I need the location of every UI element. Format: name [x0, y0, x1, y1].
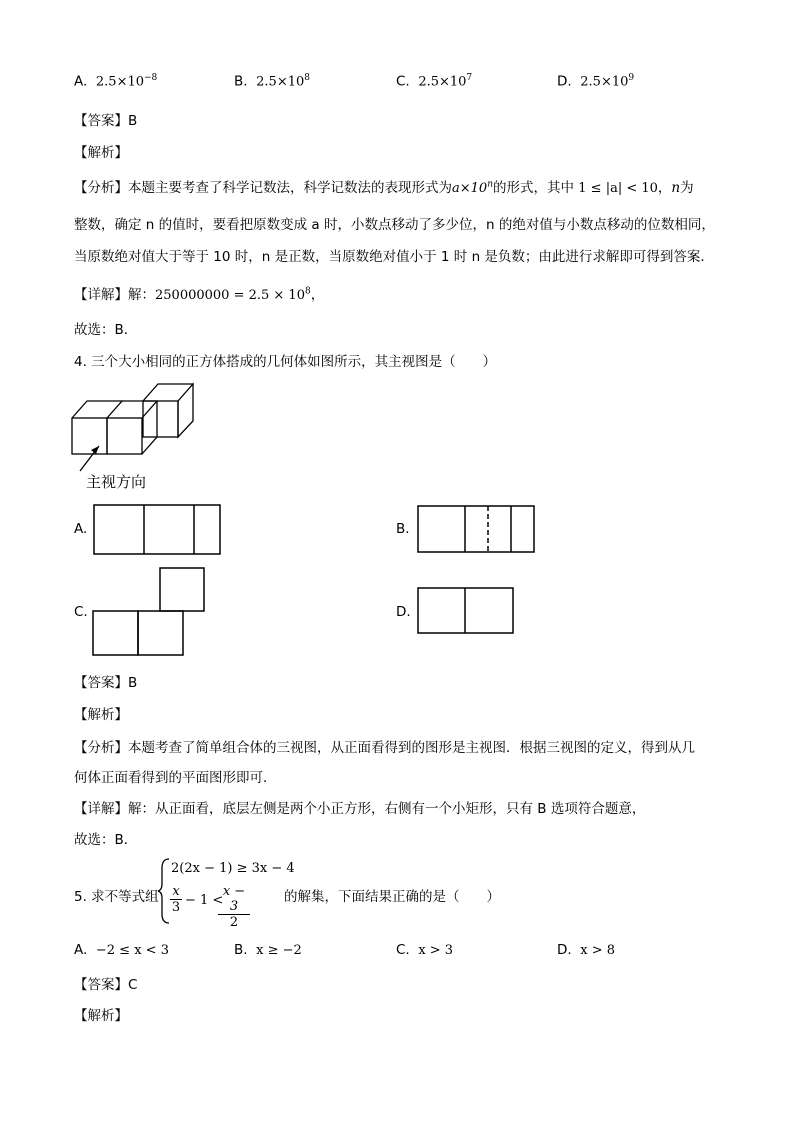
- q4-analysis-tag: 【解析】: [74, 707, 128, 723]
- q3-choice: 故选：B．: [74, 322, 138, 338]
- q5-fraction-2: [218, 884, 250, 930]
- q4-option-c-figure: [92, 567, 212, 659]
- q4-choice: 故选：B．: [74, 832, 138, 848]
- q5-fraction-2-denominator: 2: [218, 914, 250, 930]
- q4-fenxi-line-1: 【分析】本题考查了简单组合体的三视图，从正面看得到的图形是主视图．根据三视图的定义，得到从几: [74, 740, 695, 756]
- q4-option-b-letter: B.: [396, 521, 410, 537]
- q5-fraction-1: [170, 884, 182, 915]
- q4-option-d-figure: [417, 587, 517, 637]
- q5-fraction-1-denominator: 3: [171, 900, 181, 915]
- q4-detail: 【详解】解：从正面看，底层左侧是两个小正方形，右侧有一个小矩形，只有 B 选项符合题意，: [74, 801, 646, 817]
- q5-answer: 【答案】C: [74, 977, 138, 993]
- q3-option-c: C. $2.5\times 10^7$: [396, 73, 473, 90]
- q5-fraction-2-numerator: x − 3: [222, 884, 246, 914]
- q5-stem-suffix: 的解集，下面结果正确的是（ ）: [284, 889, 500, 905]
- q3-option-d: D. $2.5\times 10^9$: [557, 73, 635, 90]
- q4-option-c-letter: C.: [74, 604, 88, 620]
- q4-option-d-letter: D.: [396, 604, 411, 620]
- q4-option-b-figure: [417, 505, 537, 555]
- q4-view-direction-label: 主视方向: [86, 473, 147, 491]
- q4-option-a-letter: A.: [74, 521, 88, 537]
- q3-answer: 【答案】B: [74, 113, 138, 129]
- q5-inequality-1: 2(2x − 1) ≥ 3x − 4: [171, 861, 295, 876]
- q5-fraction-1-numerator: x: [172, 884, 180, 899]
- q5-stem-prefix: 5. 求不等式组: [74, 889, 159, 905]
- q4-stem: 4. 三个大小相同的正方体搭成的几何体如图所示，其主视图是（ ）: [74, 354, 497, 370]
- q3-fenxi-line-2: 整数，确定 n 的值时，要看把原数变成 a 时，小数点移动了多少位，n 的绝对值与小数点移动的位数相同，: [74, 217, 715, 233]
- q3-analysis-tag: 【解析】: [74, 145, 128, 161]
- q3-detail: 【详解】解：$250000000 = 2.5 \times 10^8$，: [74, 286, 325, 303]
- q3-option-b: B. $2.5\times 10^8$: [234, 73, 310, 90]
- q3-fenxi-line-3: 当原数绝对值大于等于 10 时，n 是正数，当原数绝对值小于 1 时 n 是负数；由此进行求解即可得到答案．: [74, 249, 714, 265]
- q5-option-b: B. x ≥ −2: [234, 942, 302, 958]
- q4-fenxi-line-2: 何体正面看得到的平面图形即可．: [74, 770, 277, 786]
- q4-answer: 【答案】B: [74, 675, 138, 691]
- q5-analysis-tag: 【解析】: [74, 1008, 128, 1024]
- q5-option-c: C. x > 3: [396, 942, 454, 958]
- q5-option-d: D. x > 8: [557, 942, 616, 958]
- q3-fenxi-line-1: 【分析】本题主要考查了科学记数法，科学记数法的表现形式为$a\times 10^n$的形式，其中 1 ≤ |a| < 10，n为: [74, 179, 694, 196]
- q5-option-a: A. −2 ≤ x < 3: [74, 942, 169, 958]
- q5-middle: − 1 <: [185, 893, 224, 908]
- q5-brace: [157, 858, 171, 924]
- q3-option-a: A. $2.5\times 10^{-8}$: [74, 73, 158, 90]
- q4-option-a-figure: [93, 504, 223, 556]
